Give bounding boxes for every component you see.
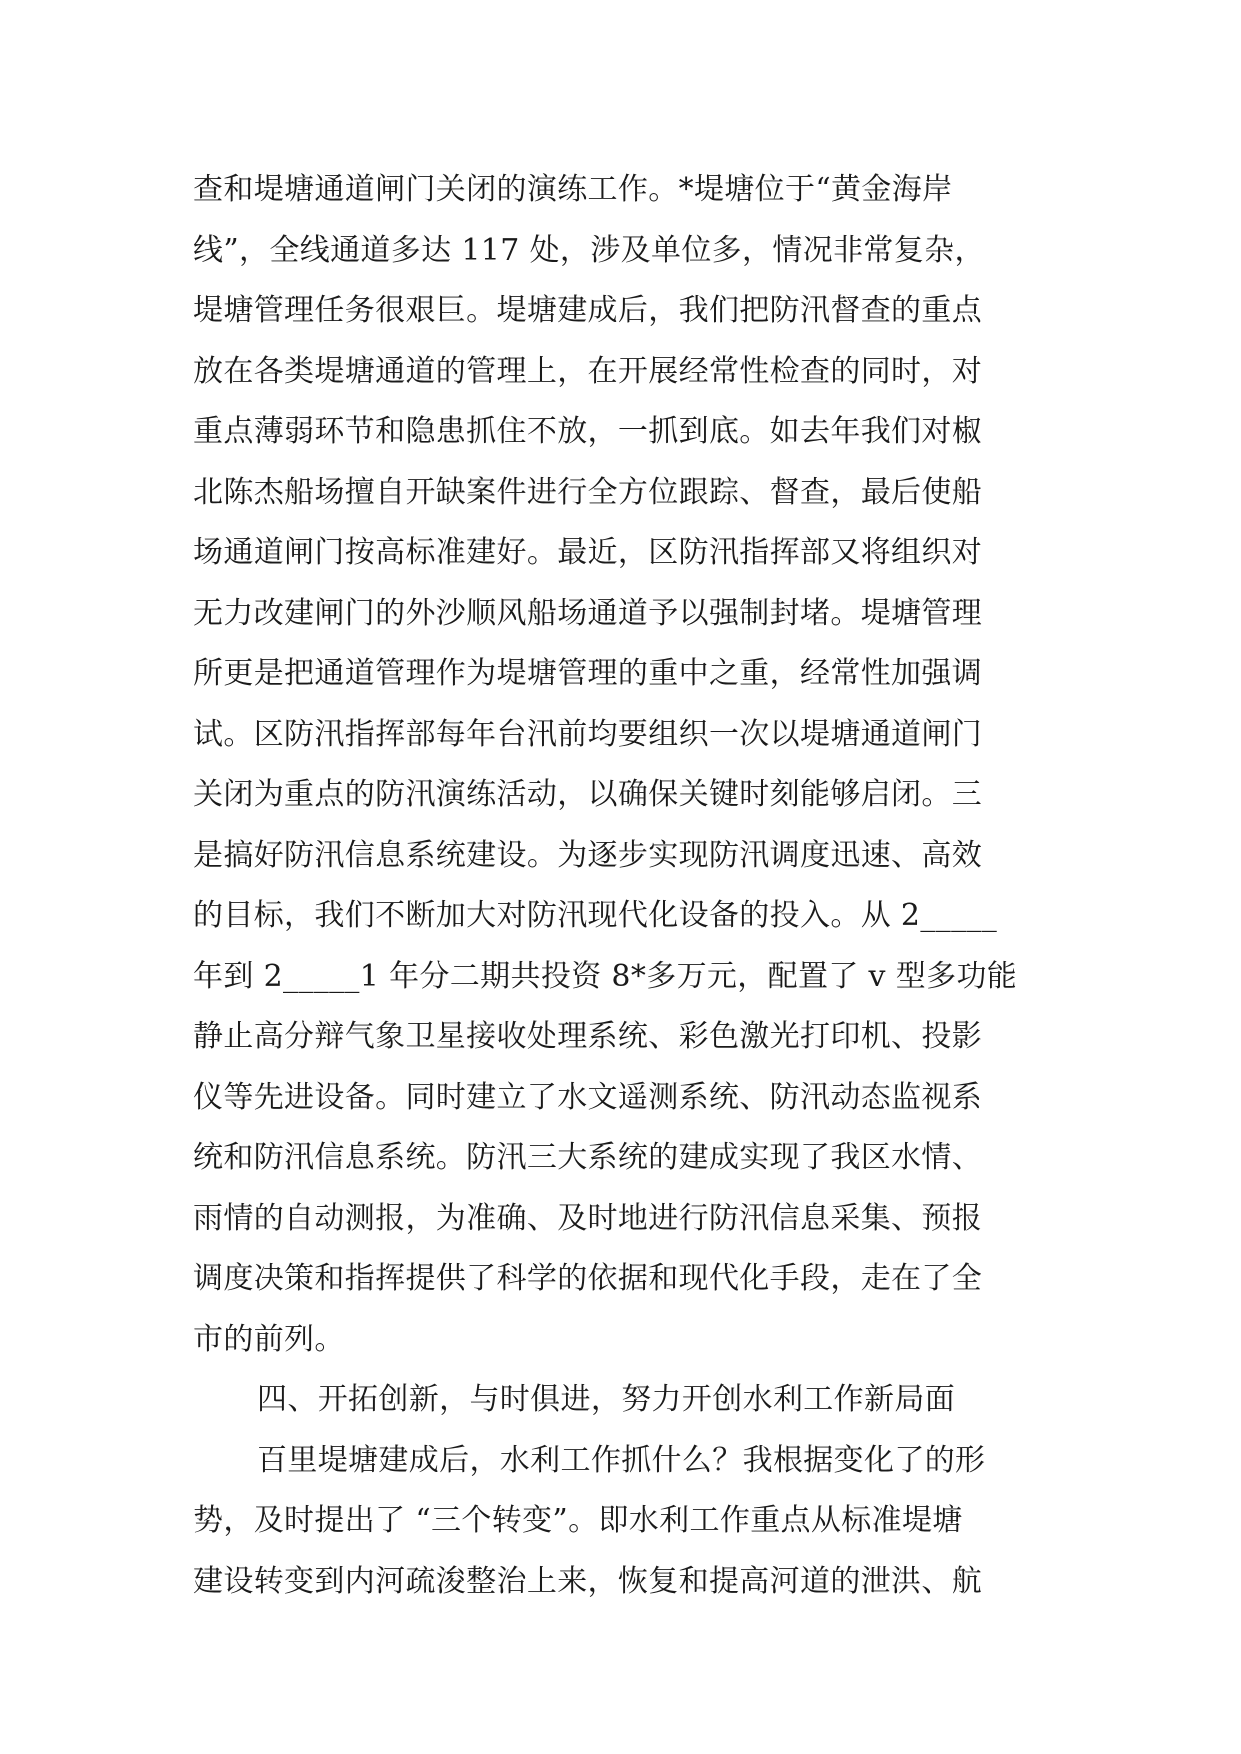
text-line: 北陈杰船场擅自开缺案件进行全方位跟踪、督查，最后使船: [193, 474, 983, 510]
text-line: 的目标，我们不断加大对防汛现代化设备的投入。从 2_____: [193, 898, 998, 933]
text-line: 百里堤塘建成后，水利工作抓什么？我根据变化了的形: [257, 1442, 986, 1478]
text-line: 是搞好防汛信息系统建设。为逐步实现防汛调度迅速、高效: [193, 837, 983, 873]
text-line: 无力改建闸门的外沙顺风船场通道予以强制封堵。堤塘管理: [193, 595, 983, 631]
text-line: 市的前列。: [193, 1321, 345, 1357]
text-line: 雨情的自动测报，为准确、及时地进行防汛信息采集、预报: [193, 1200, 983, 1236]
text-line: 所更是把通道管理作为堤塘管理的重中之重，经常性加强调: [193, 656, 983, 691]
text-line: 场通道闸门按高标准建好。最近，区防汛指挥部又将组织对: [193, 535, 983, 570]
text-line: 统和防汛信息系统。防汛三大系统的建成实现了我区水情、: [193, 1140, 983, 1175]
text-line: 试。区防汛指挥部每年台汛前均要组织一次以堤塘通道闸门: [193, 716, 983, 752]
text-line: 堤塘管理任务很艰巨。堤塘建成后，我们把防汛督查的重点: [193, 293, 983, 328]
text-line: 年到 2_____1 年分二期共投资 8*多万元，配置了 v 型多功能: [193, 958, 1018, 994]
text-line: 查和堤塘通道闸门关闭的演练工作。*堤塘位于“黄金海岸: [193, 172, 953, 207]
text-line: 放在各类堤塘通道的管理上，在开展经常性检查的同时，对: [193, 353, 983, 389]
text-line: 仪等先进设备。同时建立了水文遥测系统、防汛动态监视系: [193, 1079, 983, 1115]
text-line: 调度决策和指挥提供了科学的依据和现代化手段，走在了全: [193, 1261, 983, 1296]
text-line: 线”，全线通道多达 117 处，涉及单位多，情况非常复杂，: [193, 232, 985, 268]
text-line: 建设转变到内河疏浚整治上来，恢复和提高河道的泄洪、航: [193, 1563, 983, 1599]
text-line: 重点薄弱环节和隐患抓住不放，一抓到底。如去年我们对椒: [193, 414, 983, 449]
section-heading: 四、开拓创新，与时俱进，努力开创水利工作新局面: [257, 1382, 956, 1417]
text-line: 势，及时提出了 “三个转变”。即水利工作重点从标准堤塘: [193, 1503, 963, 1538]
text-line: 关闭为重点的防汛演练活动，以确保关键时刻能够启闭。三: [193, 777, 983, 812]
body-text: [193, 160, 1073, 1612]
text-line: 静止高分辩气象卫星接收处理系统、彩色激光打印机、投影: [193, 1019, 983, 1054]
